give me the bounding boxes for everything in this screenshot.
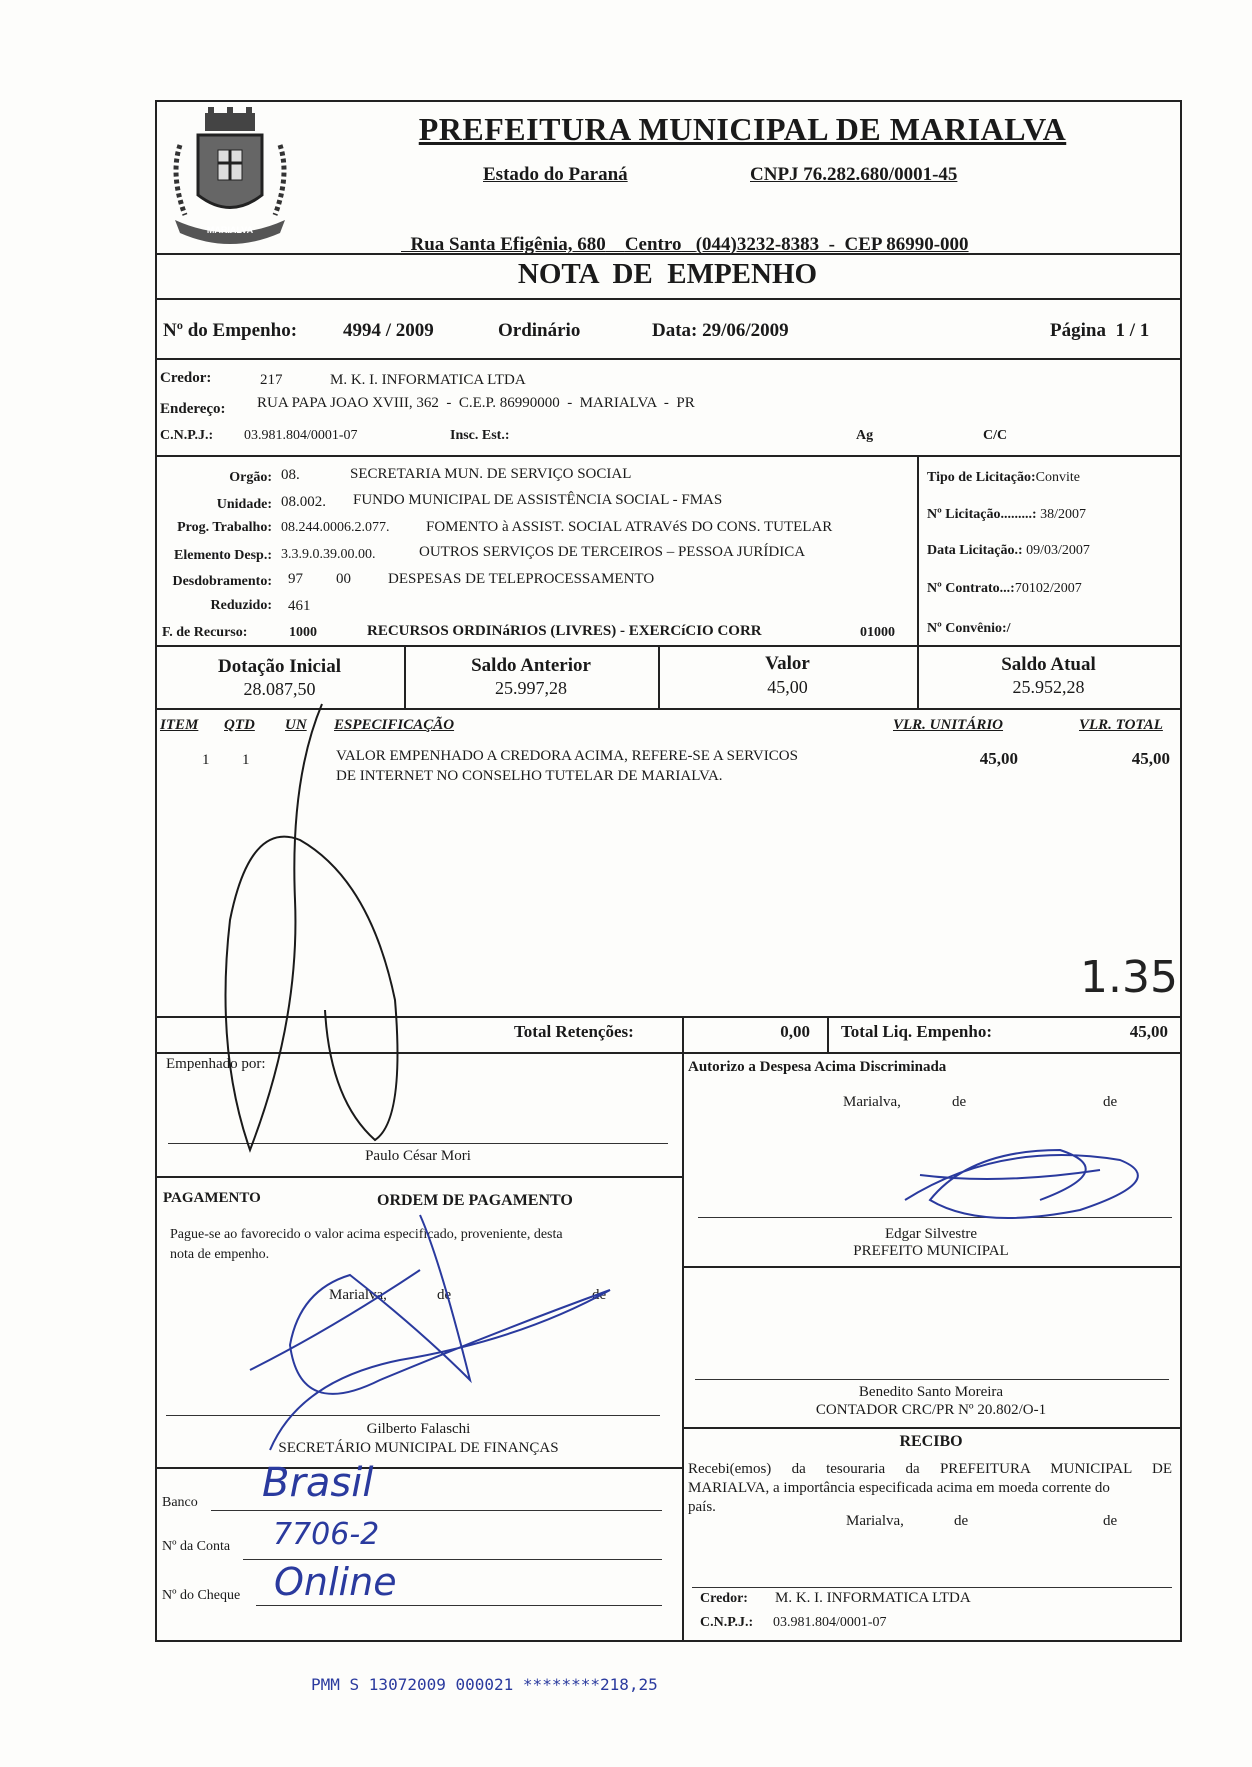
valor-value: 45,00: [767, 677, 808, 697]
recibo-text-line1: [688, 1461, 1172, 1478]
empenho-type: Ordinário: [498, 320, 581, 341]
dotacao-label: Dotação Inicial: [218, 656, 341, 677]
recurso-label: F. de Recurso:: [162, 625, 248, 640]
orgao-name: SECRETARIA MUN. DE SERVIÇO SOCIAL: [350, 466, 632, 482]
elemento-code: 3.3.9.0.39.00.00.: [281, 547, 376, 562]
reduzido-value: 461: [288, 598, 311, 614]
licitacao-tipo-value: Convite: [1035, 470, 1080, 485]
credor-cc-label: C/C: [983, 428, 1008, 443]
header-title: [405, 111, 1080, 148]
credor-ag-label: Ag: [856, 428, 874, 443]
saldo-anterior-value: 25.997,28: [495, 678, 567, 698]
footer-stamp: PMM S 13072009 000021 ********218,25: [311, 1675, 658, 1694]
credor-code: 217: [260, 372, 283, 388]
contador-role: CONTADOR CRC/PR Nº 20.802/O-1: [815, 1402, 1047, 1418]
empenho-number: 4994 / 2009: [343, 320, 434, 341]
header-title-text: PREFEITURA MUNICIPAL DE MARIALVA: [418, 111, 1067, 147]
col-total-header: VLR. TOTAL: [1079, 717, 1163, 733]
item-row-1-qtd: 1: [242, 752, 250, 768]
credor-name: M. K. I. INFORMATICA LTDA: [330, 372, 526, 388]
credor-address-label: Endereço:: [160, 401, 226, 417]
autorizo-signer: Edgar Silvestre: [884, 1226, 978, 1242]
banco-value: Brasil: [262, 1460, 374, 1506]
empenho-page-value: 1 / 1: [1115, 320, 1150, 341]
total-liquido-label: Total Liq. Empenho:: [841, 1022, 992, 1041]
header-address: Rua Santa Efigênia, 680: [410, 234, 606, 255]
recibo-text-line2: MARIALVA, a importância especificada acima em moeda corrente do: [688, 1480, 1110, 1496]
pagamento-text-line2: nota de empenho.: [170, 1247, 270, 1262]
saldo-atual-value: 25.952,28: [1012, 677, 1085, 697]
cheque-label: Nº do Cheque: [162, 1588, 241, 1603]
header-district: Centro: [624, 234, 682, 255]
recibo-cnpj-label: C.N.P.J.:: [700, 1615, 754, 1630]
reduzido-label: Reduzido:: [210, 598, 272, 613]
col-spec-header: ESPECIFICAÇÃO: [334, 717, 455, 733]
item-row-1-total: 45,00: [1131, 749, 1170, 768]
pagamento-de2: de: [592, 1287, 607, 1303]
licitacao-tipo-label: Tipo de Licitação:: [927, 470, 1036, 485]
autorizo-place: Marialva,: [843, 1094, 901, 1110]
handwritten-note: 1.35: [1080, 952, 1178, 1003]
col-unit-header: VLR. UNITÁRIO: [893, 717, 1004, 733]
unidade-label: Unidade:: [216, 497, 272, 512]
recibo-label: RECIBO: [899, 1433, 963, 1450]
credor-address: RUA PAPA JOAO XVIII, 362 - C.E.P. 86990000 - MARIALVA - PR: [257, 395, 695, 411]
total-retencoes-label: Total Retenções:: [514, 1022, 634, 1041]
recibo-de1: de: [954, 1513, 969, 1529]
recibo-credor-label: Credor:: [700, 1591, 748, 1606]
desdobramento-code1: 97: [288, 571, 303, 587]
credor-cnpj-label: C.N.P.J.:: [160, 428, 214, 443]
recibo-de2: de: [1103, 1513, 1118, 1529]
licitacao-data: [927, 543, 1090, 559]
orgao-code: 08.: [281, 467, 300, 483]
empenho-number-label: Nº do Empenho:: [163, 320, 298, 341]
contador-signer: Benedito Santo Moreira: [858, 1384, 1004, 1400]
licitacao-numero-label: Nº Licitação.........:: [927, 507, 1037, 522]
pagamento-de1: de: [437, 1287, 452, 1303]
total-liquido-value: 45,00: [1129, 1022, 1168, 1041]
saldo-anterior-label: Saldo Anterior: [471, 655, 591, 676]
licitacao-tipo: [927, 470, 1080, 486]
prog-label: Prog. Trabalho:: [177, 520, 272, 535]
municipal-crest: [160, 105, 300, 253]
col-qtd-header: QTD: [224, 717, 255, 733]
pagamento-signer: Gilberto Falaschi: [366, 1421, 471, 1437]
credor-insc-label: Insc. Est.:: [450, 428, 510, 443]
valor-label: Valor: [765, 653, 810, 674]
unidade-code: 08.002.: [281, 494, 326, 510]
desdobramento-code2: 00: [336, 571, 351, 587]
empenho-date: Data: 29/06/2009: [652, 320, 789, 341]
recurso-code2: 01000: [860, 625, 895, 640]
credor-label: Credor:: [160, 370, 212, 386]
header-cnpj: CNPJ 76.282.680/0001-45: [750, 164, 958, 185]
empenhado-label: Empenhado por:: [166, 1056, 266, 1072]
pagamento-place: Marialva,: [329, 1287, 387, 1303]
recurso-code: 1000: [289, 625, 317, 640]
orgao-label: Orgão:: [229, 470, 272, 485]
licitacao-convenio: [927, 621, 1011, 637]
col-un-header: UN: [285, 717, 307, 733]
recibo-credor: M. K. I. INFORMATICA LTDA: [775, 1590, 971, 1606]
cheque-value: Online: [274, 1560, 397, 1604]
crest-ribbon-text: MARIALVA: [206, 225, 254, 235]
pagamento-text-line1: Pague-se ao favorecido o valor acima especificado, proveniente, desta: [170, 1227, 563, 1242]
header-address-line: [401, 212, 969, 256]
prog-code: 08.244.0006.2.077.: [281, 520, 390, 535]
recurso-name: RECURSOS ORDINáRIOS (LIVRES) - EXERCíCIO CORR: [367, 623, 762, 639]
conta-value: 7706-2: [273, 1517, 380, 1552]
item-row-1-unit: 45,00: [979, 749, 1018, 768]
ordem-pagamento-label: ORDEM DE PAGAMENTO: [377, 1192, 573, 1209]
prog-name: FOMENTO à ASSIST. SOCIAL ATRAVéS DO CONS. TUTELAR: [426, 519, 833, 535]
header-state: Estado do Paraná: [483, 164, 628, 185]
empenho-page-label: Página: [1050, 320, 1106, 341]
document-title: NOTA DE EMPENHO: [517, 258, 818, 290]
credor-cnpj: 03.981.804/0001-07: [244, 428, 358, 443]
desdobramento-name: DESPESAS DE TELEPROCESSAMENTO: [388, 571, 655, 587]
banco-label: Banco: [162, 1495, 198, 1510]
licitacao-convenio-label: Nº Convênio:/: [927, 621, 1011, 636]
recibo-cnpj: 03.981.804/0001-07: [773, 1615, 887, 1630]
elemento-label: Elemento Desp.:: [174, 548, 272, 563]
unidade-name: FUNDO MUNICIPAL DE ASSISTÊNCIA SOCIAL - FMAS: [353, 492, 723, 508]
licitacao-data-value: 09/03/2007: [1026, 543, 1090, 558]
autorizo-de1: de: [952, 1094, 967, 1110]
recibo-place: Marialva,: [846, 1513, 904, 1529]
total-retencoes-value: 0,00: [780, 1022, 810, 1041]
item-row-1-item: 1: [202, 752, 210, 768]
licitacao-contrato: [927, 581, 1082, 597]
licitacao-contrato-value: 70102/2007: [1014, 581, 1082, 596]
dotacao-value: 28.087,50: [243, 679, 316, 699]
empenho-page: [1050, 320, 1149, 342]
licitacao-contrato-label: Nº Contrato...:: [927, 581, 1015, 596]
recibo-text-line1-text: Recebi(emos) da tesouraria da PREFEITURA MUNICIPAL DE: [688, 1461, 1172, 1477]
item-row-1-spec-line1: VALOR EMPENHADO A CREDORA ACIMA, REFERE-SE A SERVICOS: [336, 748, 798, 764]
autorizo-de2: de: [1103, 1094, 1118, 1110]
pagamento-role: SECRETÁRIO MUNICIPAL DE FINANÇAS: [278, 1440, 559, 1456]
autorizo-role: PREFEITO MUNICIPAL: [853, 1243, 1009, 1259]
item-row-1-spec-line2: DE INTERNET NO CONSELHO TUTELAR DE MARIALVA.: [336, 768, 723, 784]
elemento-name: OUTROS SERVIÇOS DE TERCEIROS – PESSOA JURÍDICA: [419, 544, 806, 560]
licitacao-data-label: Data Licitação.:: [927, 543, 1023, 558]
recibo-text-line3: país.: [688, 1499, 716, 1515]
pagamento-label: PAGAMENTO: [163, 1190, 261, 1206]
licitacao-numero: [927, 507, 1086, 523]
col-item-header: ITEM: [160, 717, 199, 733]
saldo-atual-label: Saldo Atual: [1001, 654, 1096, 675]
conta-label: Nº da Conta: [162, 1539, 231, 1554]
autorizo-label: Autorizo a Despesa Acima Discriminada: [688, 1059, 947, 1075]
desdobramento-label: Desdobramento:: [172, 574, 272, 589]
empenhado-signer: Paulo César Mori: [365, 1148, 471, 1164]
header-phone-cep: (044)3232-8383 - CEP 86990-000: [695, 234, 969, 255]
licitacao-numero-value: 38/2007: [1040, 507, 1086, 522]
